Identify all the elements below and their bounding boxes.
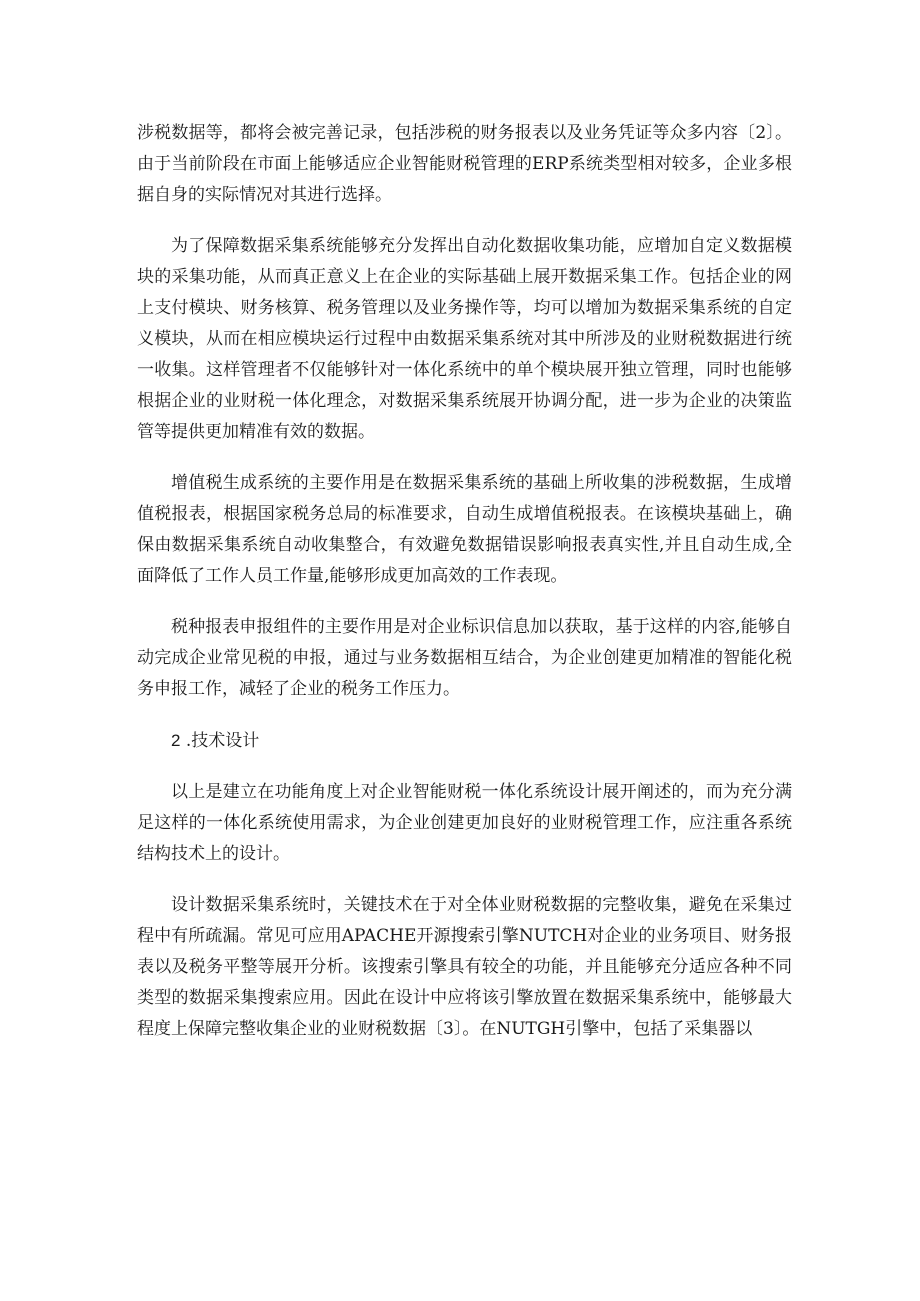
- section-heading: [137, 725, 792, 757]
- paragraph-2: 为了保障数据采集系统能够充分发挥出自动化数据收集功能，应增加自定义数据模块的采集功能，从而真正意义上在企业的实际基础上展开数据采集工作。包括企业的网上支付模块、财务核算、税务管理以及业务操作等，均可以增加为数据采集系统的自定义模块，从而在相应模块运行过程中由数据采集系统对其中所涉及的业财税数据进行统一收集。这样管理者不仅能够针对一体化系统中的单个模块展开独立管理，同时也能够根据企业的业财税一体化理念，对数据采集系统展开协调分配，进一步为企业的决策监管等提供更加精准有效的数据。: [137, 236, 792, 442]
- paragraph-6: 设计数据采集系统时，关键技术在于对全体业财税数据的完整收集，避免在采集过程中有所疏漏。常见可应用APACHE开源搜索引擎NUTCH对企业的业务项目、财务报表以及税务平整等展开分析。该搜索引擎具有较全的功能，并且能够充分适应各种不同类型的数据采集搜索应用。因此在设计中应将该引擎放置在数据采集系统中，能够最大程度上保障完整收集企业的业财税数据〔3〕。在NUTGH引擎中，包括了采集器以: [137, 895, 792, 1039]
- section-heading-title: .技术设计: [185, 731, 260, 751]
- paragraph-3: 增值税生成系统的主要作用是在数据采集系统的基础上所收集的涉税数据，生成增值税报表，根据国家税务总局的标准要求，自动生成增值税报表。在该模块基础上，确保由数据采集系统自动收集整合，有效避免数据错误影响报表真实性,并且自动生成,全面降低了工作人员工作量,能够形成更加高效的工作表现。: [137, 473, 792, 586]
- paragraph-4: 税种报表申报组件的主要作用是对企业标识信息加以获取，基于这样的内容,能够自动完成企业常见税的申报，通过与业务数据相互结合，为企业创建更加精准的智能化税务申报工作，减轻了企业的税务工作压力。: [137, 617, 792, 699]
- paragraph-5: 以上是建立在功能角度上对企业智能财税一体化系统设计展开阐述的，而为充分满足这样的一体化系统使用需求，为企业创建更加良好的业财税管理工作，应注重各系统结构技术上的设计。: [137, 782, 792, 864]
- paragraph-1: 涉税数据等，都将会被完善记录，包括涉税的财务报表以及业务凭证等众多内容〔2〕。由于当前阶段在市面上能够适应企业智能财税管理的ERP系统类型相对较多，企业多根据自身的实际情况对其进行选择。: [137, 123, 792, 205]
- section-heading-number: 2: [171, 731, 181, 750]
- document-body: [137, 118, 792, 1065]
